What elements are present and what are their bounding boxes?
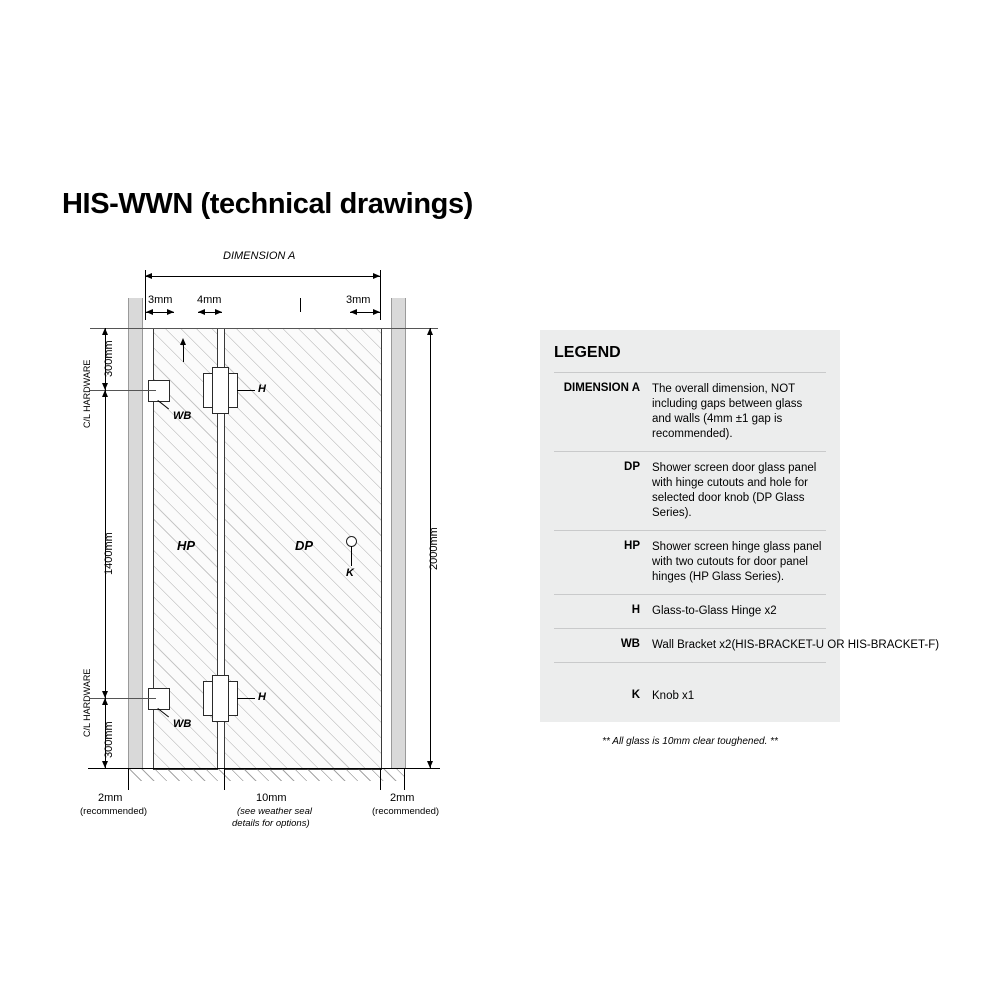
cl-hardware-bottom-label: C/L HARDWARE (82, 668, 92, 737)
dimension-a-arrow-left (145, 273, 152, 279)
legend-key: HP (624, 540, 640, 552)
page-title: HIS-WWN (technical drawings) (62, 188, 473, 220)
dim-300-top-label: 300mm (103, 340, 115, 377)
dim-ext-cl-bottom (90, 698, 156, 699)
wall-right (391, 298, 406, 768)
cl-hardware-top-label: C/L HARDWARE (82, 359, 92, 428)
legend-row (540, 595, 840, 628)
legend-note: ** All glass is 10mm clear toughened. ** (540, 722, 840, 759)
floor-tick-center-right (380, 768, 381, 790)
tag-h-bottom: H (258, 691, 266, 703)
dim-300-top-arrow-down (102, 383, 108, 390)
legend-title: LEGEND (554, 344, 621, 361)
dim-300-top-arrow-up (102, 328, 108, 335)
tag-wb-bottom: WB (173, 718, 192, 730)
dim-300-bottom-arrow-up (102, 698, 108, 705)
legend-row (540, 663, 840, 722)
panel-top-edge-line (128, 328, 404, 329)
gap-right-arrow-right (373, 309, 380, 315)
floor-right-value: 2mm (390, 792, 415, 804)
legend-value: Shower screen door glass panel with hinge cutouts and hole for selected door knob (DP Glass Series). (652, 462, 817, 519)
legend-row (540, 452, 840, 530)
dim-ext-cl-top (90, 390, 156, 391)
gap-between-panels-label: 4mm (197, 294, 222, 306)
dim-ext-top-300 (90, 328, 156, 329)
dimension-a-arrow-right (373, 273, 380, 279)
wall-bracket-bottom (148, 688, 170, 710)
legend-row (540, 373, 840, 451)
wall-bracket-top (148, 380, 170, 402)
floor-center-value: 10mm (256, 792, 287, 804)
gap-mid-arrow-left (198, 309, 205, 315)
legend-value: The overall dimension, NOT including gaps between glass and walls (4mm ±1 gap is recommended). (652, 383, 803, 440)
legend-panel (540, 330, 940, 759)
hinge-bottom-leader (237, 698, 255, 699)
hinge-top-leader (237, 390, 255, 391)
legend-key: DIMENSION A (563, 382, 640, 394)
panel-label-dp: DP (295, 538, 314, 553)
floor-tick-left (128, 768, 129, 790)
legend-key: H (631, 604, 640, 616)
floor-hatch (128, 769, 404, 781)
legend-value: Wall Bracket x2(HIS-BRACKET-U OR HIS-BRACKET-F) (652, 639, 940, 651)
floor-left-note: (recommended) (80, 806, 148, 817)
floor-center-note-1: (see weather seal (237, 806, 312, 817)
dimension-a-line (145, 276, 380, 277)
gap-left-arrow-left (146, 309, 153, 315)
technical-drawing (60, 240, 530, 840)
gap-left-wall-label: 3mm (148, 294, 173, 306)
hinge-top-inner (212, 367, 229, 414)
hinge-bottom-inner (212, 675, 229, 722)
dimension-a-ext-right (380, 270, 381, 320)
legend-row (540, 531, 840, 594)
dimension-a-label: DIMENSION A (223, 250, 296, 262)
dim-300-bottom-arrow-down (102, 761, 108, 768)
hp-top-arrow-head (180, 338, 186, 345)
dim-1400-label: 1400mm (103, 532, 115, 575)
panel-label-hp: HP (177, 538, 196, 553)
legend-row (540, 629, 940, 662)
tag-k: K (346, 567, 354, 579)
legend-key: K (631, 689, 640, 701)
legend-key: WB (620, 638, 640, 650)
floor-center-note-2: details for options) (232, 818, 310, 829)
legend-key: DP (624, 461, 640, 473)
tag-wb-top: WB (173, 410, 192, 422)
knob-leader (351, 546, 352, 566)
floor-right-note: (recommended) (372, 806, 440, 817)
dim-2000-arrow-up (427, 328, 433, 335)
legend-value: Glass-to-Glass Hinge x2 (652, 605, 777, 617)
legend-value: Shower screen hinge glass panel with two cutouts for door panel hinges (HP Glass Series). (652, 541, 822, 583)
dim-2000-label: 2000mm (428, 527, 440, 570)
gap-right-wall-label: 3mm (346, 294, 371, 306)
floor-tick-right (404, 768, 405, 790)
dim-1400-arrow-down (102, 691, 108, 698)
dim-300-bottom-label: 300mm (103, 721, 115, 758)
gap-right-arrow-left (350, 309, 357, 315)
gap-left-arrow-right (167, 309, 174, 315)
legend-value: Knob x1 (652, 690, 695, 702)
dim-1400-arrow-up (102, 390, 108, 397)
dim-2000-arrow-down (427, 761, 433, 768)
floor-tick-center-left (224, 768, 225, 790)
gap-mid-arrow-right (215, 309, 222, 315)
floor-left-value: 2mm (98, 792, 123, 804)
panel-center-tick (300, 298, 301, 312)
tag-h-top: H (258, 383, 266, 395)
